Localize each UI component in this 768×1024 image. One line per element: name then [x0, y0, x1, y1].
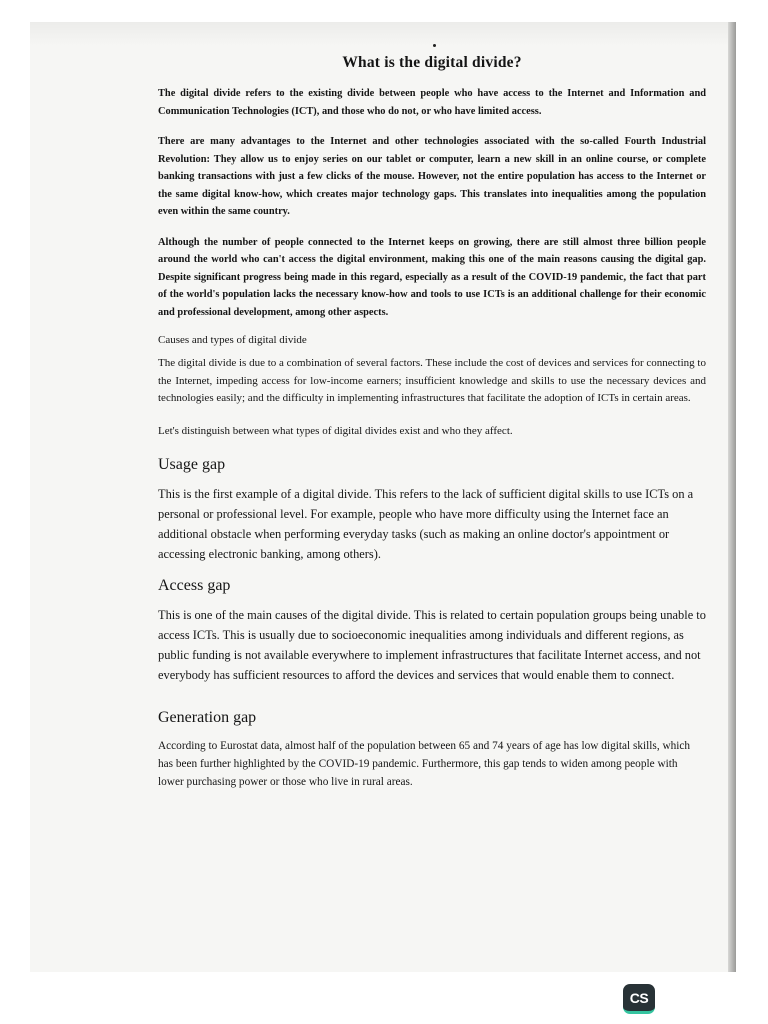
causes-paragraph: The digital divide is due to a combination of several factors. These include the cost of devices and services for connecting to the Internet, impeding access for low-income earners; insufficient knowledge and skills to use the necessary devices and technologies easily; and the difficulty in implementing infrastructures that facilitate the adoption of ICTs in certain areas. — [158, 357, 706, 404]
page-edge-shadow — [728, 22, 736, 972]
section-body-generation-gap: According to Eurostat data, almost half of the population between 65 and 74 years of age has low digital skills, which has been further highlighted by the COVID-19 pandemic. Furthermore, this gap tends to widen among people with lower purchasing power or those who live in rural areas. — [158, 740, 691, 788]
scan-shadow — [30, 22, 736, 46]
section-body-usage-gap: This is the first example of a digital divide. This refers to the lack of sufficient digital skills to use ICTs on a personal or professional level. For example, people who have more difficulty using the Internet face an additional obstacle when performing everyday tasks (such as making an online doctor's appointment or accessing electronic banking, among others). — [158, 487, 694, 561]
intro-paragraph-2: There are many advantages to the Internet and other technologies associated with the so-called Fourth Industrial Revolution: They allow us to enjoy series on our tablet or computer, learn a new skill in an online course, or complete banking transactions with just a few clicks of the mouse. However, not the entire population has access to the Internet or the same digital know-how, which creates major technology gaps. This translates into inequalities among the population even within the same country. — [158, 136, 706, 217]
intro-paragraph-3: Although the number of people connected to the Internet keeps on growing, there are still almost three billion people around the world who can't access the digital environment, making this one of the main reasons causing the digital gap. Despite significant progress being made in this regard, especially as a result of the COVID-19 pandemic, the fact that part of the world's population lacks the necessary know-how and tools to use ICTs is an additional challenge for their economic and professional development, among other aspects. — [158, 236, 706, 318]
section-body-access-gap: This is one of the main causes of the digital divide. This is related to certain population groups being unable to access ICTs. This is usually due to socioeconomic inequalities among individuals and different regions, as public funding is not available everywhere to implement infrastructures that facilitate Internet access, and not everybody has sufficient resources to afford the devices and services that would enable them to connect. — [158, 608, 706, 682]
document-body — [158, 54, 706, 791]
section-heading-generation-gap: Generation gap — [158, 709, 257, 726]
section-heading-access-gap: Access gap — [158, 577, 231, 594]
distinguish-paragraph: Let's distinguish between what types of digital divides exist and who they affect. — [158, 424, 513, 437]
scan-speck — [433, 44, 436, 47]
scanned-page — [30, 22, 736, 972]
causes-heading: Causes and types of digital divide — [158, 334, 307, 346]
camscanner-logo-icon: CS — [623, 984, 655, 1014]
document-title: What is the digital divide? — [342, 54, 522, 71]
intro-paragraph-1: The digital divide refers to the existing divide between people who have access to the Internet and Information and Communication Technologies (ICT), and those who do not, or who have limited access. — [158, 88, 706, 117]
section-heading-usage-gap: Usage gap — [158, 456, 226, 473]
